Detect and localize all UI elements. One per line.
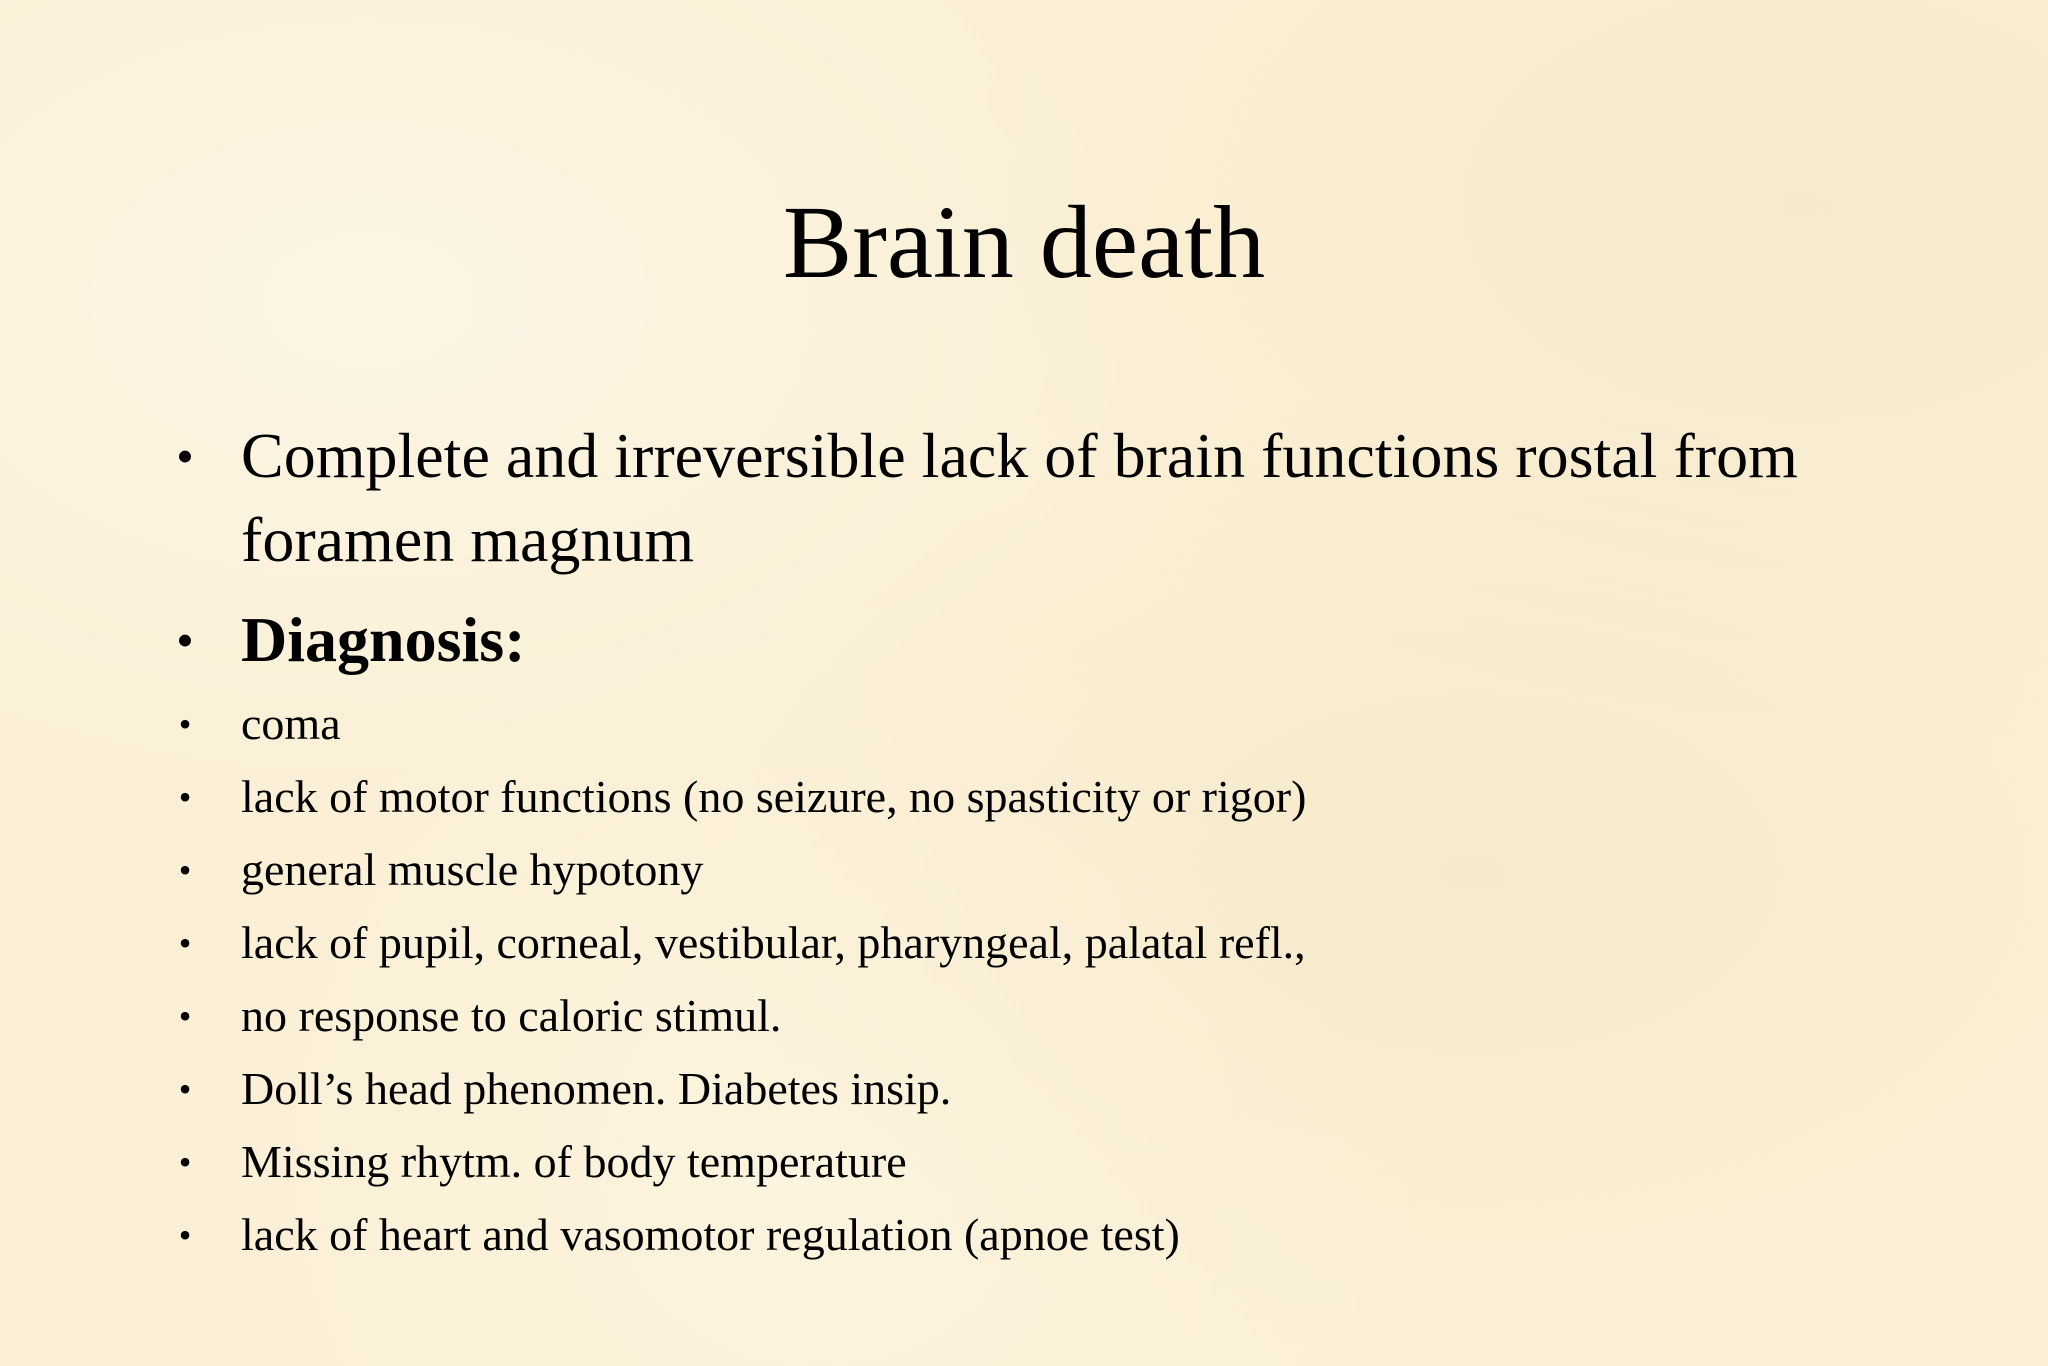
bullet-icon: • [178,996,192,1036]
bullet-icon: • [178,923,192,963]
bullet-icon: • [178,1069,192,1109]
bullet-icon: • [178,1215,192,1255]
bullet-icon: • [178,777,192,817]
bullet-icon: • [178,1142,192,1182]
list-item-text: lack of motor functions (no seizure, no spasticity or rigor) [241,771,1307,822]
list-item-text: Missing rhytm. of body temperature [241,1136,907,1187]
bullet-icon: • [176,428,194,484]
slide-title: Brain death [782,185,1266,300]
list-item-text: Complete and irreversible lack of brain functions rostal from foramen magnum [241,420,1798,575]
list-item-text: lack of heart and vasomotor regulation (apnoe test) [241,1209,1180,1260]
list-item-text: no response to caloric stimul. [241,990,782,1041]
bullet-icon: • [176,612,194,668]
list-item-text: Diagnosis: [241,604,526,675]
bullet-icon: • [178,850,192,890]
list-item-text: general muscle hypotony [241,844,704,895]
list-item-text: Doll’s head phenomen. Diabetes insip. [241,1063,952,1114]
list-item-text: coma [241,698,341,749]
bullet-icon: • [178,704,192,744]
list-item-text: lack of pupil, corneal, vestibular, pharyngeal, palatal refl., [241,917,1306,968]
